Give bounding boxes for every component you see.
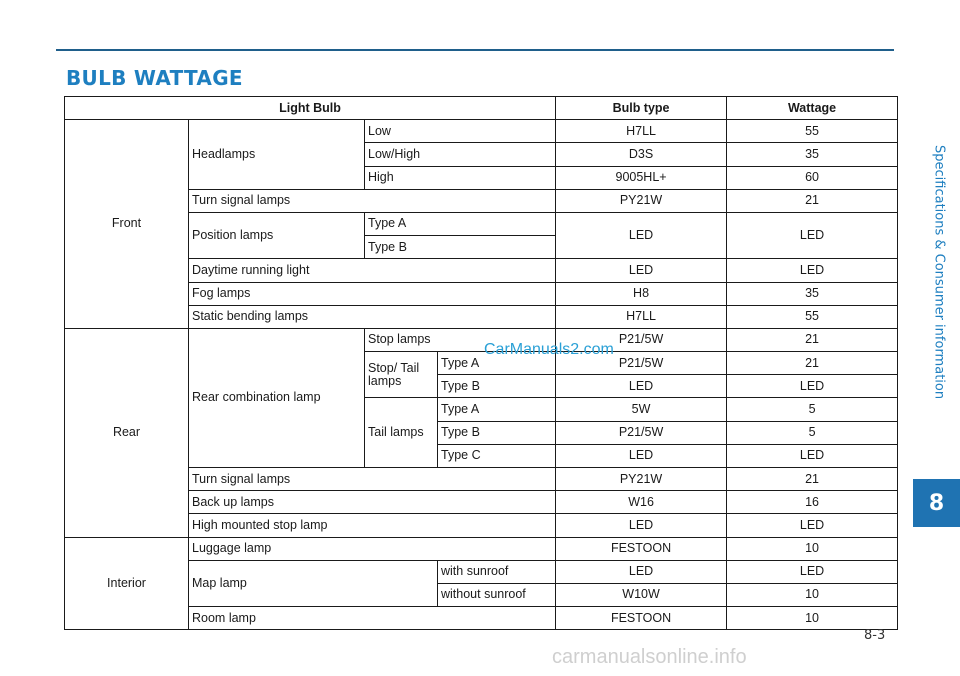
headlamp-low-type: H7LL (556, 120, 727, 143)
table-row (65, 537, 898, 560)
position-watt: LED (727, 212, 898, 258)
map-no-sunroof-type: W10W (556, 583, 727, 606)
tail-c-type: LED (556, 444, 727, 467)
stop-lamps-watt: 21 (727, 328, 898, 351)
stop-tail-b-label: Type B (438, 375, 556, 398)
drl-watt: LED (727, 259, 898, 282)
headlamp-high-type: 9005HL+ (556, 166, 727, 189)
watermark-link[interactable]: CarManuals2.com (484, 341, 614, 358)
headlamp-low-watt: 55 (727, 120, 898, 143)
position-type: LED (556, 212, 727, 258)
tail-b-watt: 5 (727, 421, 898, 444)
tail-c-label: Type C (438, 444, 556, 467)
position-type-a: Type A (365, 212, 556, 235)
front-turn-type: PY21W (556, 189, 727, 212)
table-row (65, 189, 898, 212)
static-bending-watt: 55 (727, 305, 898, 328)
stop-tail-b-type: LED (556, 375, 727, 398)
table-header-row (65, 97, 898, 120)
back-up-label: Back up lamps (189, 491, 556, 514)
tail-b-label: Type B (438, 421, 556, 444)
table-row (65, 328, 898, 351)
stop-lamps-type: P21/5W (556, 328, 727, 351)
header-light-bulb: Light Bulb (65, 97, 556, 120)
headlamp-lowhigh-type: D3S (556, 143, 727, 166)
room-label: Room lamp (189, 607, 556, 630)
table-row (65, 607, 898, 630)
position-lamps-label: Position lamps (189, 212, 365, 258)
stop-tail-label: Stop/ Tail lamps (365, 352, 438, 398)
hmsl-label: High mounted stop lamp (189, 514, 556, 537)
tail-a-type: 5W (556, 398, 727, 421)
chapter-tab[interactable]: 8 (913, 479, 960, 527)
tail-a-watt: 5 (727, 398, 898, 421)
stop-tail-a-watt: 21 (727, 352, 898, 375)
luggage-type: FESTOON (556, 537, 727, 560)
rear-turn-watt: 21 (727, 468, 898, 491)
chapter-side-label (929, 60, 949, 485)
headlamp-lowhigh-watt: 35 (727, 143, 898, 166)
tail-b-type: P21/5W (556, 421, 727, 444)
tail-c-watt: LED (727, 444, 898, 467)
headlamp-low-label: Low (365, 120, 556, 143)
table-row (65, 282, 898, 305)
stop-tail-a-label: Type A (438, 352, 556, 375)
static-bending-type: H7LL (556, 305, 727, 328)
drl-label: Daytime running light (189, 259, 556, 282)
headlamps-label: Headlamps (189, 120, 365, 190)
map-sunroof-watt: LED (727, 560, 898, 583)
table-row (65, 491, 898, 514)
stop-lamps-label: Stop lamps (365, 328, 556, 351)
stop-tail-b-watt: LED (727, 375, 898, 398)
drl-type: LED (556, 259, 727, 282)
fog-type: H8 (556, 282, 727, 305)
front-turn-label: Turn signal lamps (189, 189, 556, 212)
bulb-wattage-table (64, 96, 898, 630)
headlamp-high-watt: 60 (727, 166, 898, 189)
hmsl-watt: LED (727, 514, 898, 537)
position-type-b: Type B (365, 236, 556, 259)
hmsl-type: LED (556, 514, 727, 537)
tail-a-label: Type A (438, 398, 556, 421)
map-no-sunroof-label: without sunroof (438, 583, 556, 606)
map-lamp-label: Map lamp (189, 560, 438, 606)
header-wattage: Wattage (727, 97, 898, 120)
section-title: BULB WATTAGE (66, 66, 243, 90)
map-no-sunroof-watt: 10 (727, 583, 898, 606)
headlamp-high-label: High (365, 166, 556, 189)
fog-watt: 35 (727, 282, 898, 305)
fog-label: Fog lamps (189, 282, 556, 305)
map-sunroof-type: LED (556, 560, 727, 583)
table-row (65, 560, 898, 583)
front-turn-watt: 21 (727, 189, 898, 212)
map-sunroof-label: with sunroof (438, 560, 556, 583)
watermark-footer[interactable]: carmanualsonline.info (552, 646, 747, 668)
static-bending-label: Static bending lamps (189, 305, 556, 328)
table-row (65, 514, 898, 537)
room-type: FESTOON (556, 607, 727, 630)
table-row (65, 468, 898, 491)
rear-turn-label: Turn signal lamps (189, 468, 556, 491)
table-row (65, 212, 898, 235)
tail-lamps-label: Tail lamps (365, 398, 438, 468)
luggage-label: Luggage lamp (189, 537, 556, 560)
table-row (65, 120, 898, 143)
group-interior: Interior (65, 537, 189, 630)
luggage-watt: 10 (727, 537, 898, 560)
stop-tail-a-type: P21/5W (556, 352, 727, 375)
header-bulb-type: Bulb type (556, 97, 727, 120)
header-rule (56, 49, 894, 51)
side-label-text: Specifications & Consumer information (931, 145, 947, 400)
headlamp-lowhigh-label: Low/High (365, 143, 556, 166)
room-watt: 10 (727, 607, 898, 630)
rear-combination-label: Rear combination lamp (189, 328, 365, 467)
page-number: 8-3 (864, 628, 886, 643)
table-row (65, 259, 898, 282)
table-row (65, 305, 898, 328)
rear-turn-type: PY21W (556, 468, 727, 491)
back-up-type: W16 (556, 491, 727, 514)
group-front: Front (65, 120, 189, 329)
group-rear: Rear (65, 328, 189, 537)
back-up-watt: 16 (727, 491, 898, 514)
